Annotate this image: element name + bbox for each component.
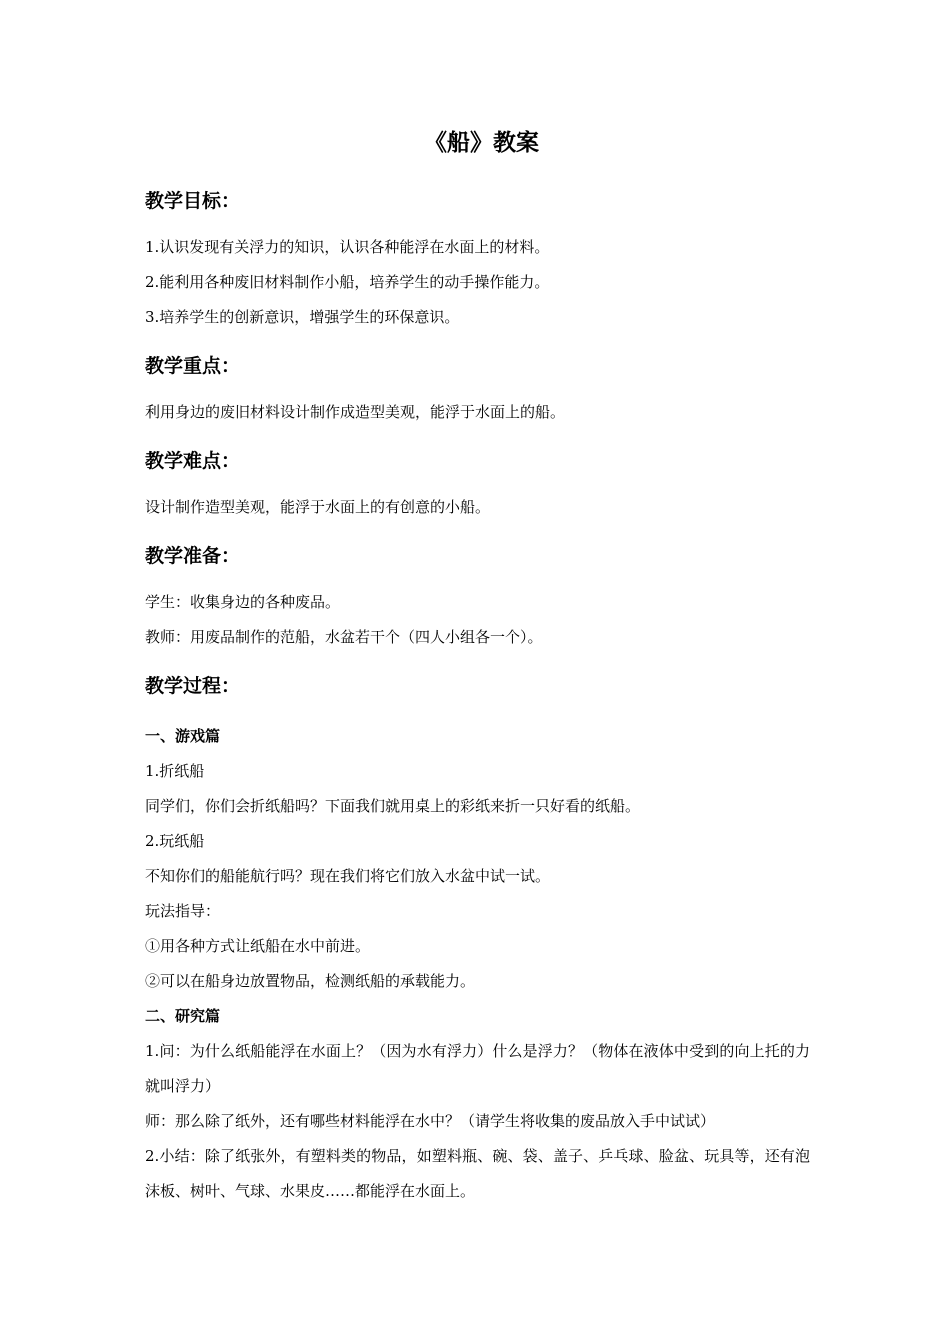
section-preparation [145,541,810,655]
preparation-item: 教师：用废品制作的范船，水盆若干个（四人小组各一个）。 [145,628,543,646]
heading-preparation: 教学准备： [145,545,241,567]
process-line: ①用各种方式让纸船在水中前进。 [145,937,371,955]
goal-item: 1.认识发现有关浮力的知识，认识各种能浮在水面上的材料。 [145,238,550,256]
process-line: 不知你们的船能航行吗？现在我们将它们放入水盆中试一试。 [145,867,551,885]
process-line: 玩法指导： [145,902,221,920]
process-line: 2.玩纸船 [145,832,205,850]
goal-item: 2.能利用各种废旧材料制作小船，培养学生的动手操作能力。 [145,273,550,291]
document-title: 《船》教案 [424,130,539,156]
subheading-research: 二、研究篇 [145,1007,221,1025]
process-line: 同学们，你们会折纸船吗？下面我们就用桌上的彩纸来折一只好看的纸船。 [145,797,641,815]
section-key-points [145,351,810,430]
preparation-item: 学生：收集身边的各种废品。 [145,593,341,611]
section-teaching-process [145,671,810,1209]
heading-teaching-process: 教学过程： [145,675,241,697]
key-points-text: 利用身边的废旧材料设计制作成造型美观，能浮于水面上的船。 [145,403,566,421]
process-line: 师：那么除了纸外，还有哪些材料能浮在水中？（请学生将收集的废品放入手中试试） [145,1112,716,1130]
heading-teaching-goals: 教学目标： [145,190,241,212]
subheading-game: 一、游戏篇 [145,727,221,745]
process-line: 2.小结：除了纸张外，有塑料类的物品，如塑料瓶、碗、袋、盖子、乒乓球、脸盆、玩具等，还有泡沫板、树叶、气球、水果皮……都能浮在水面上。 [145,1147,810,1200]
section-teaching-goals [145,186,810,335]
process-line: ②可以在船身边放置物品，检测纸船的承载能力。 [145,972,476,990]
section-difficulties [145,446,810,525]
difficulties-text: 设计制作造型美观，能浮于水面上的有创意的小船。 [145,498,491,516]
goal-item: 3.培养学生的创新意识，增强学生的环保意识。 [145,308,460,326]
heading-difficulties: 教学难点： [145,450,241,472]
process-line: 1.问：为什么纸船能浮在水面上？（因为水有浮力）什么是浮力？（物体在液体中受到的向上托的力就叫浮力） [145,1042,810,1095]
process-line: 1.折纸船 [145,762,205,780]
document-page [145,124,810,1225]
heading-key-points: 教学重点： [145,355,241,377]
